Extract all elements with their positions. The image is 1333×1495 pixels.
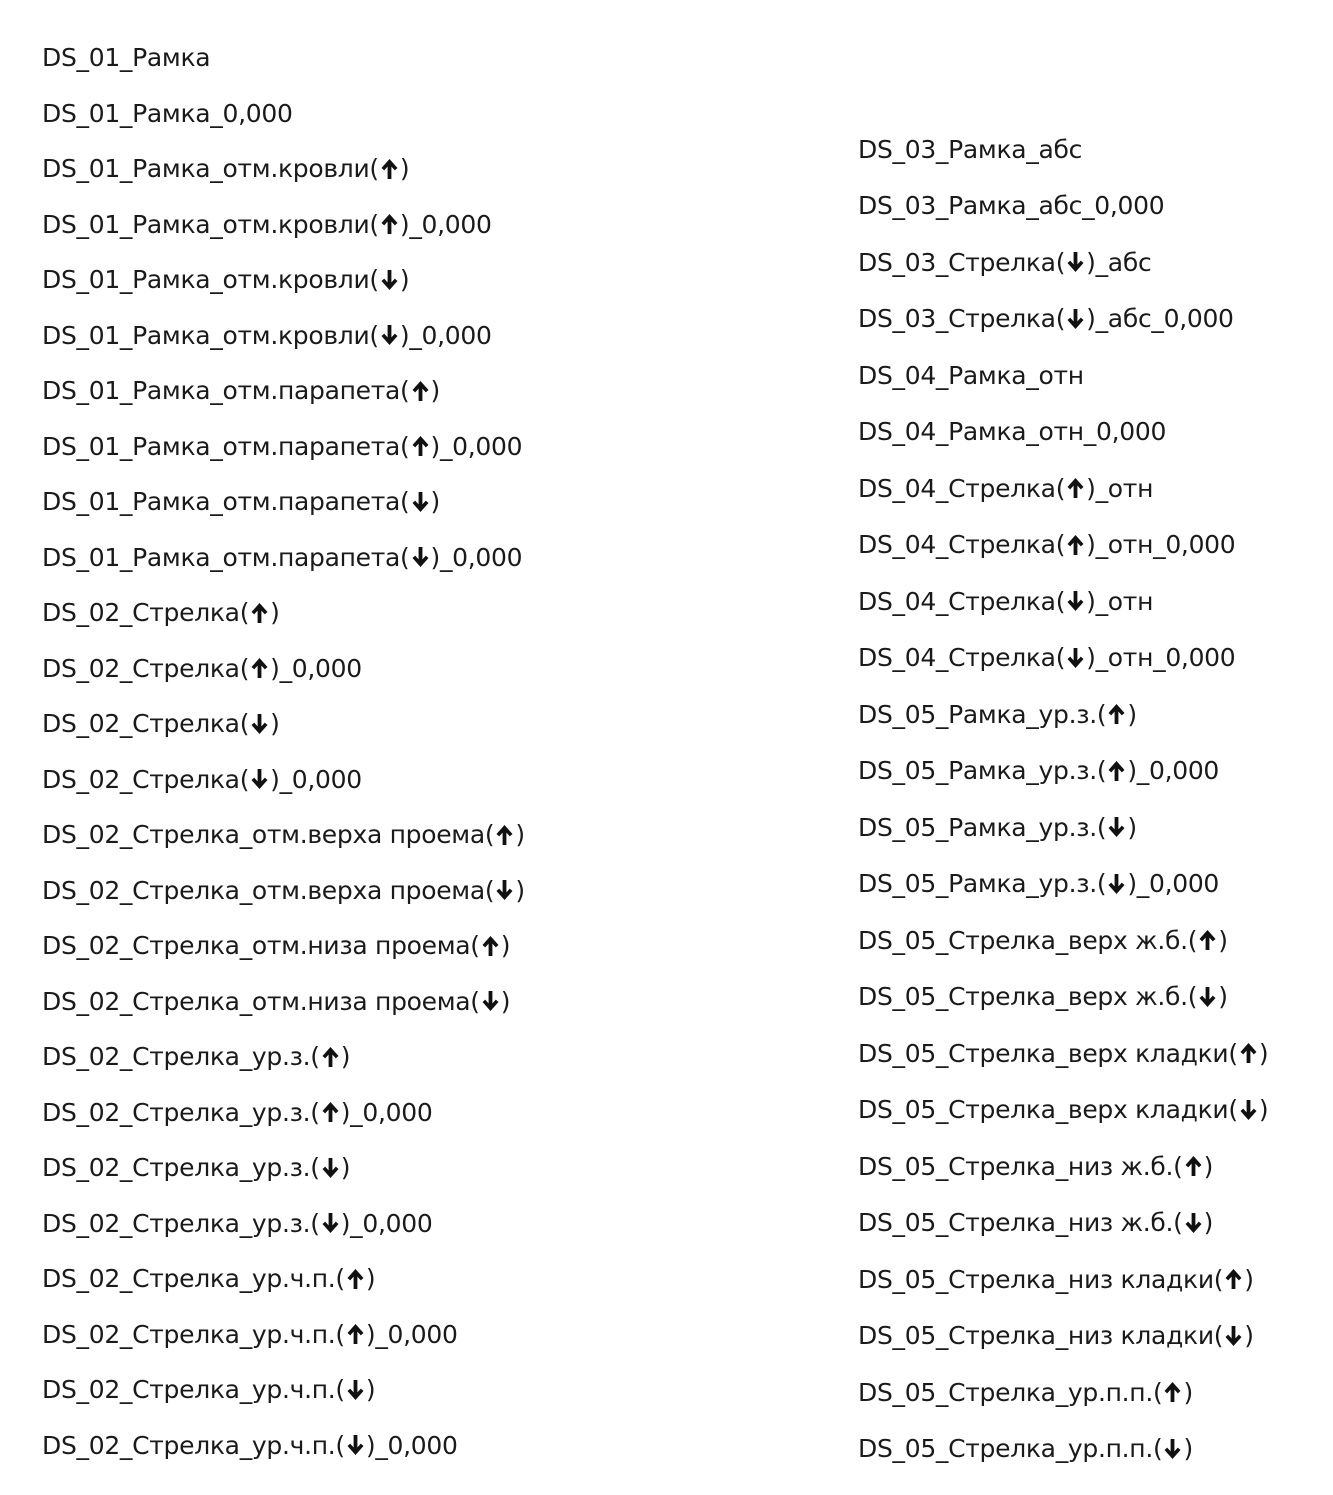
item-label-suffix: )	[1127, 812, 1137, 842]
item-label-prefix: DS_01_Рамка_отм.кровли(	[42, 320, 379, 350]
item-label: DS_03_Рамка_абс	[858, 134, 1083, 164]
list-item	[858, 912, 1268, 969]
arrow-down-icon	[346, 1379, 365, 1401]
list-item	[42, 1085, 525, 1141]
arrow-down-icon	[481, 990, 500, 1012]
arrow-down-icon	[411, 546, 430, 568]
list-item	[42, 86, 525, 142]
item-label-prefix: DS_02_Стрелка_ур.ч.п.(	[42, 1264, 345, 1294]
item-label-suffix: )	[430, 487, 440, 517]
item-label-suffix: )	[1244, 1321, 1254, 1351]
arrow-down-icon	[380, 269, 399, 291]
item-label-prefix: DS_02_Стрелка(	[42, 764, 250, 794]
arrow-down-icon	[250, 713, 269, 735]
item-label-prefix: DS_02_Стрелка(	[42, 709, 250, 739]
list-item	[858, 856, 1268, 913]
item-label-prefix: DS_01_Рамка_отм.парапета(	[42, 431, 410, 461]
item-label-suffix: )	[399, 154, 410, 184]
item-label-suffix: )	[365, 1264, 376, 1294]
item-label-suffix: )	[365, 1375, 376, 1405]
list-item	[858, 1364, 1268, 1421]
right-column-list	[858, 121, 1268, 1477]
list-item	[42, 863, 525, 919]
item-label-prefix: DS_05_Рамка_ур.з.(	[858, 812, 1107, 842]
item-label-suffix: )	[270, 598, 280, 628]
item-label-prefix: DS_02_Стрелка_ур.ч.п.(	[42, 1375, 345, 1405]
arrow-down-icon	[1066, 647, 1085, 669]
list-item	[42, 585, 525, 641]
item-label-suffix: )_абс_0,000	[1086, 304, 1234, 334]
item-label-prefix: DS_01_Рамка_отм.парапета(	[42, 376, 410, 406]
item-label-prefix: DS_04_Стрелка(	[858, 586, 1066, 616]
item-label: DS_03_Рамка_абс_0,000	[858, 191, 1165, 221]
list-item	[858, 460, 1268, 517]
item-label-suffix: )_0,000	[430, 542, 523, 572]
item-label-suffix: )_0,000	[399, 320, 492, 350]
list-item	[858, 1308, 1268, 1365]
arrow-up-icon	[1224, 1268, 1243, 1290]
arrow-down-icon	[1066, 251, 1085, 273]
list-item	[42, 1307, 525, 1363]
list-item	[42, 1029, 525, 1085]
item-label-prefix: DS_02_Стрелка_ур.з.(	[42, 1208, 320, 1238]
item-label-suffix: )	[270, 709, 280, 739]
list-item	[858, 178, 1268, 235]
arrow-up-icon	[1066, 534, 1085, 556]
item-label-suffix: )_отн	[1086, 586, 1154, 616]
list-item	[858, 969, 1268, 1026]
arrow-up-icon	[321, 1046, 340, 1068]
item-label-suffix: )_0,000	[430, 431, 523, 461]
arrow-up-icon	[380, 158, 399, 180]
item-label-suffix: )_0,000	[340, 1097, 433, 1127]
item-label-suffix: )	[1258, 1095, 1269, 1125]
item-label-suffix: )_0,000	[365, 1319, 458, 1349]
item-label-prefix: DS_01_Рамка_отм.парапета(	[42, 542, 410, 572]
item-label-suffix: )_отн	[1086, 473, 1154, 503]
item-label-prefix: DS_05_Стрелка_низ кладки(	[858, 1264, 1224, 1294]
item-label-prefix: DS_05_Стрелка_низ ж.б.(	[858, 1151, 1183, 1181]
item-label-suffix: )_0,000	[340, 1208, 433, 1238]
list-item	[858, 1138, 1268, 1195]
item-label: DS_01_Рамка	[42, 43, 211, 73]
arrow-up-icon	[380, 213, 399, 235]
item-label-suffix: )	[399, 265, 410, 295]
arrow-down-icon	[321, 1157, 340, 1179]
list-item	[858, 517, 1268, 574]
list-item	[858, 1082, 1268, 1139]
item-label-prefix: DS_02_Стрелка_ур.ч.п.(	[42, 1319, 345, 1349]
item-label-suffix: )_0,000	[365, 1430, 458, 1460]
item-label-prefix: DS_05_Рамка_ур.з.(	[858, 869, 1107, 899]
list-item	[42, 308, 525, 364]
arrow-down-icon	[1224, 1325, 1243, 1347]
list-item	[42, 363, 525, 419]
item-label-prefix: DS_02_Стрелка_ур.ч.п.(	[42, 1430, 345, 1460]
item-label-prefix: DS_05_Стрелка_низ кладки(	[858, 1321, 1224, 1351]
list-item	[42, 641, 525, 697]
item-label-suffix: )	[515, 875, 525, 905]
list-item	[42, 474, 525, 530]
item-label-prefix: DS_04_Стрелка(	[858, 473, 1066, 503]
item-label-suffix: )_0,000	[399, 209, 492, 239]
item-label: DS_01_Рамка_0,000	[42, 98, 293, 128]
item-label-suffix: )	[1183, 1434, 1193, 1464]
item-label-prefix: DS_01_Рамка_отм.парапета(	[42, 487, 410, 517]
arrow-down-icon	[1239, 1099, 1258, 1121]
arrow-up-icon	[1107, 703, 1126, 725]
item-label-suffix: )	[1183, 1377, 1193, 1407]
list-item	[42, 1251, 525, 1307]
item-label-prefix: DS_01_Рамка_отм.кровли(	[42, 265, 379, 295]
arrow-up-icon	[1198, 929, 1217, 951]
list-item	[42, 1140, 525, 1196]
arrow-down-icon	[1184, 1212, 1203, 1234]
list-item	[858, 234, 1268, 291]
item-label-suffix: )_0,000	[270, 653, 362, 683]
arrow-up-icon	[346, 1323, 365, 1345]
arrow-up-icon	[411, 380, 430, 402]
arrow-up-icon	[411, 435, 430, 457]
arrow-down-icon	[495, 879, 514, 901]
list-item	[858, 1251, 1268, 1308]
item-label-prefix: DS_02_Стрелка(	[42, 653, 250, 683]
list-item	[42, 141, 525, 197]
arrow-up-icon	[495, 824, 514, 846]
arrow-up-icon	[321, 1101, 340, 1123]
item-label-prefix: DS_02_Стрелка_отм.верха проема(	[42, 820, 495, 850]
list-item	[858, 686, 1268, 743]
item-label-suffix: )_0,000	[270, 764, 362, 794]
item-label-suffix: )	[515, 820, 525, 850]
arrow-down-icon	[346, 1434, 365, 1456]
list-item	[858, 291, 1268, 348]
list-item	[42, 252, 525, 308]
item-label-suffix: )	[1258, 1038, 1269, 1068]
list-item	[858, 630, 1268, 687]
arrow-down-icon	[321, 1212, 340, 1234]
item-label-prefix: DS_05_Стрелка_низ ж.б.(	[858, 1208, 1183, 1238]
item-label-prefix: DS_03_Стрелка(	[858, 304, 1066, 334]
item-label-suffix: )	[1244, 1264, 1254, 1294]
item-label-prefix: DS_02_Стрелка_ур.з.(	[42, 1097, 320, 1127]
list-item	[858, 404, 1268, 461]
item-label-suffix: )	[430, 376, 440, 406]
arrow-down-icon	[1066, 308, 1085, 330]
arrow-up-icon	[250, 657, 269, 679]
list-item	[858, 799, 1268, 856]
list-item	[858, 1421, 1268, 1478]
item-label-prefix: DS_05_Стрелка_ур.п.п.(	[858, 1377, 1163, 1407]
item-label-suffix: )_отн_0,000	[1086, 643, 1236, 673]
item-label: DS_04_Рамка_отн_0,000	[858, 417, 1167, 447]
list-item	[42, 30, 525, 86]
item-label-suffix: )	[500, 986, 511, 1016]
list-item	[42, 197, 525, 253]
item-label: DS_04_Рамка_отн	[858, 360, 1084, 390]
item-label-prefix: DS_01_Рамка_отм.кровли(	[42, 209, 379, 239]
item-label-prefix: DS_02_Стрелка_ур.з.(	[42, 1153, 320, 1183]
item-label-prefix: DS_05_Рамка_ур.з.(	[858, 699, 1107, 729]
item-label-suffix: )_0,000	[1127, 869, 1220, 899]
arrow-down-icon	[1198, 986, 1217, 1008]
list-item	[858, 347, 1268, 404]
arrow-up-icon	[1239, 1042, 1258, 1064]
list-item	[42, 1418, 525, 1474]
item-label-suffix: )	[340, 1042, 351, 1072]
list-item	[858, 573, 1268, 630]
arrow-up-icon	[346, 1268, 365, 1290]
item-label-suffix: )	[1127, 699, 1137, 729]
item-label-suffix: )	[340, 1153, 351, 1183]
arrow-up-icon	[250, 602, 269, 624]
list-item	[42, 1196, 525, 1252]
arrow-up-icon	[1066, 477, 1085, 499]
arrow-down-icon	[250, 768, 269, 790]
item-label-prefix: DS_02_Стрелка_отм.низа проема(	[42, 986, 480, 1016]
item-label-prefix: DS_05_Стрелка_верх ж.б.(	[858, 982, 1198, 1012]
item-label-prefix: DS_05_Рамка_ур.з.(	[858, 756, 1107, 786]
list-item	[42, 419, 525, 475]
item-label-suffix: )	[1218, 925, 1228, 955]
list-item	[42, 974, 525, 1030]
arrow-up-icon	[1107, 760, 1126, 782]
list-item	[858, 1195, 1268, 1252]
item-label-prefix: DS_04_Стрелка(	[858, 530, 1066, 560]
item-label-suffix: )	[1203, 1151, 1214, 1181]
item-label-prefix: DS_02_Стрелка_ур.з.(	[42, 1042, 320, 1072]
item-label-suffix: )_0,000	[1127, 756, 1220, 786]
list-item	[42, 696, 525, 752]
item-label-prefix: DS_02_Стрелка(	[42, 598, 250, 628]
item-label-prefix: DS_04_Стрелка(	[858, 643, 1066, 673]
arrow-down-icon	[1107, 873, 1126, 895]
item-label-prefix: DS_05_Стрелка_верх кладки(	[858, 1038, 1238, 1068]
list-item	[42, 752, 525, 808]
left-column-list	[42, 30, 525, 1473]
item-label-suffix: )_абс	[1086, 247, 1152, 277]
arrow-down-icon	[1066, 590, 1085, 612]
list-item	[42, 918, 525, 974]
list-item	[42, 1362, 525, 1418]
item-label-prefix: DS_02_Стрелка_отм.низа проема(	[42, 931, 480, 961]
item-label-prefix: DS_01_Рамка_отм.кровли(	[42, 154, 379, 184]
list-item	[858, 743, 1268, 800]
item-label-suffix: )	[500, 931, 511, 961]
list-item	[42, 807, 525, 863]
item-label-suffix: )_отн_0,000	[1086, 530, 1236, 560]
item-label-prefix: DS_03_Стрелка(	[858, 247, 1066, 277]
arrow-up-icon	[1163, 1381, 1182, 1403]
item-label-suffix: )	[1218, 982, 1228, 1012]
arrow-down-icon	[1163, 1438, 1182, 1460]
item-label-prefix: DS_05_Стрелка_верх ж.б.(	[858, 925, 1198, 955]
arrow-down-icon	[1107, 816, 1126, 838]
item-label-prefix: DS_05_Стрелка_верх кладки(	[858, 1095, 1238, 1125]
arrow-down-icon	[411, 491, 430, 513]
item-label-suffix: )	[1203, 1208, 1214, 1238]
list-item	[858, 1025, 1268, 1082]
item-label-prefix: DS_02_Стрелка_отм.верха проема(	[42, 875, 495, 905]
arrow-up-icon	[1184, 1155, 1203, 1177]
item-label-prefix: DS_05_Стрелка_ур.п.п.(	[858, 1434, 1163, 1464]
arrow-down-icon	[380, 324, 399, 346]
arrow-up-icon	[481, 935, 500, 957]
list-item	[858, 121, 1268, 178]
list-item	[42, 530, 525, 586]
